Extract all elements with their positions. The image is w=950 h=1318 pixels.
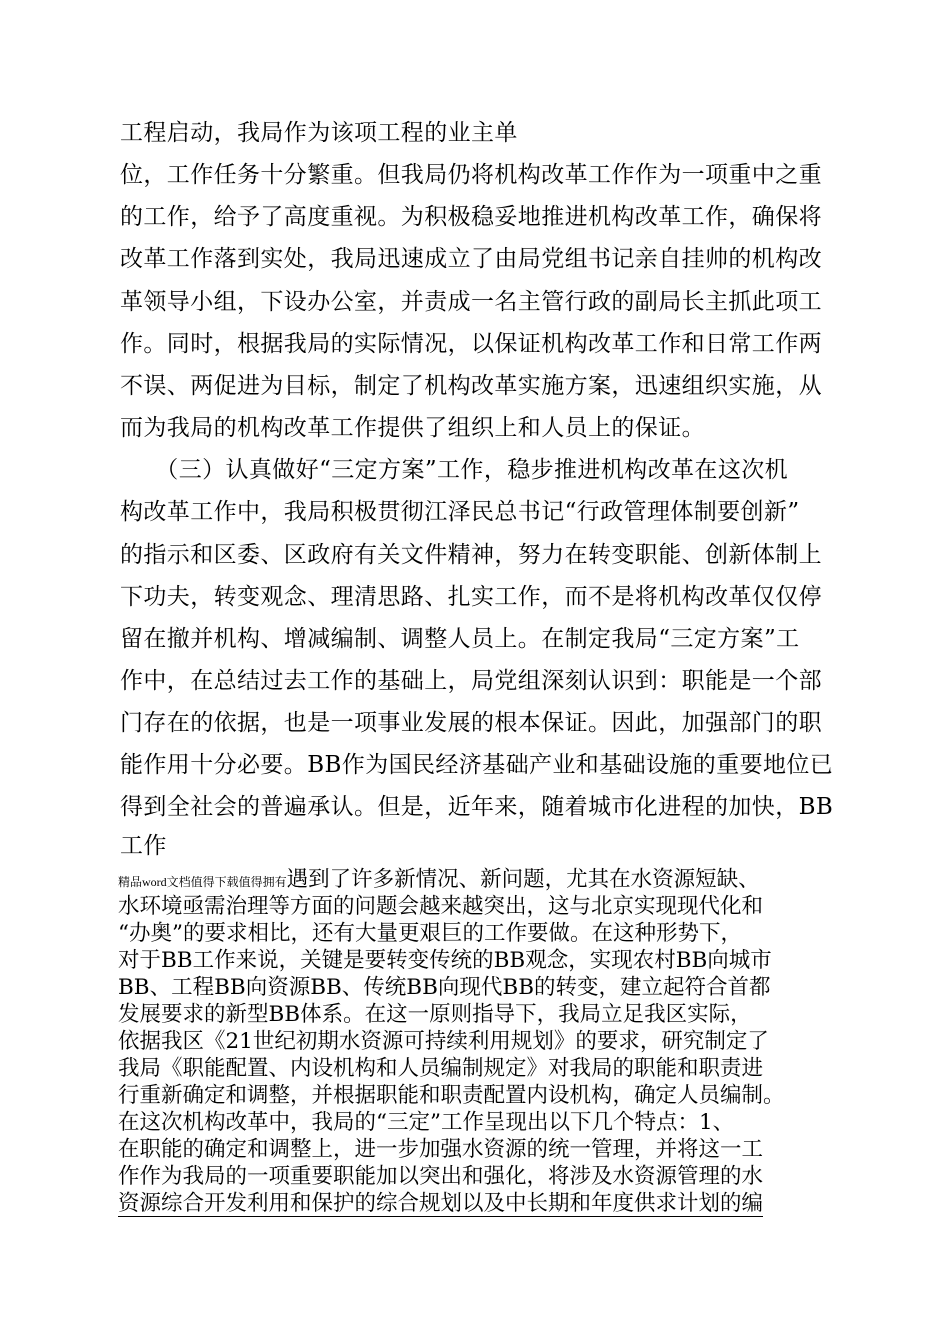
text-line: 的指示和区委、区政府有关文件精神，努力在转变职能、创新体制上 bbox=[120, 542, 822, 568]
underlined-text: 资源综合开发利用和保护的综合规划以及中长期和年度供求计划的编 bbox=[118, 1191, 764, 1216]
text-line: 水环境亟需治理等方面的问题会越来越突出，这与北京实现现代化和 bbox=[118, 894, 764, 919]
text-line: 我局《职能配置、内设机构和人员编制规定》对我局的职能和职责进 bbox=[118, 1056, 764, 1081]
watermark-text: 精品word文档值得下载值得拥有 bbox=[118, 875, 287, 889]
text-line: 工程启动，我局作为该项工程的业主单 bbox=[120, 120, 518, 146]
text-line: 作。同时，根据我局的实际情况，以保证机构改革工作和日常工作两 bbox=[120, 331, 822, 357]
text-line: 行重新确定和调整，并根据职能和职责配置内设机构，确定人员编制。 bbox=[118, 1083, 785, 1108]
text-line: “办奥”的要求相比，还有大量更艰巨的工作要做。在这种形势下， bbox=[118, 921, 742, 946]
text-line: 下功夫，转变观念、理清思路、扎实工作，而不是将机构改革仅仅停 bbox=[120, 584, 822, 610]
text-line: BB、工程BB向资源BB、传统BB向现代BB的转变，建立起符合首都 bbox=[118, 975, 771, 1000]
text-line: 而为我局的机构改革工作提供了组织上和人员上的保证。 bbox=[120, 415, 705, 441]
text-line bbox=[118, 1190, 763, 1217]
text-line: 的工作，给予了高度重视。为积极稳妥地推进机构改革工作，确保将 bbox=[120, 204, 822, 230]
text-line: 得到全社会的普遍承认。但是，近年来，随着城市化进程的加快，BB bbox=[120, 794, 834, 820]
text-line: 作中，在总结过去工作的基础上，局党组深刻认识到：职能是一个部 bbox=[120, 668, 822, 694]
text-line: 革领导小组，下设办公室，并责成一名主管行政的副局长主抓此项工 bbox=[120, 289, 822, 315]
text-line: 发展要求的新型BB体系。在这一原则指导下，我局立足我区实际， bbox=[118, 1002, 752, 1027]
text-line: 位，工作任务十分繁重。但我局仍将机构改革工作作为一项重中之重 bbox=[120, 162, 822, 188]
text-line: 不误、两促进为目标，制定了机构改革实施方案，迅速组织实施，从 bbox=[120, 373, 822, 399]
text-line: 在这次机构改革中，我局的“三定”工作呈现出以下几个特点：1、 bbox=[118, 1110, 735, 1135]
text-line: 对于BB工作来说，关键是要转变传统的BB观念，实现农村BB向城市 bbox=[118, 948, 772, 973]
text-line-content: 遇到了许多新情况、新问题，尤其在水资源短缺、 bbox=[286, 867, 760, 892]
text-line: 依据我区《21世纪初期水资源可持续利用规划》的要求，研究制定了 bbox=[118, 1029, 769, 1054]
text-line bbox=[118, 866, 760, 896]
text-line: 构改革工作中，我局积极贯彻江泽民总书记“行政管理体制要创新” bbox=[120, 499, 800, 525]
text-line: 门存在的依据，也是一项事业发展的根本保证。因此，加强部门的职 bbox=[120, 710, 822, 736]
text-line: 作作为我局的一项重要职能加以突出和强化，将涉及水资源管理的水 bbox=[118, 1164, 764, 1189]
text-line: 在职能的确定和调整上，进一步加强水资源的统一管理，并将这一工 bbox=[118, 1137, 764, 1162]
text-line: 留在撤并机构、增减编制、调整人员上。在制定我局“三定方案”工 bbox=[120, 626, 800, 652]
text-line: 能作用十分必要。BB作为国民经济基础产业和基础设施的重要地位已 bbox=[120, 752, 834, 778]
text-line: 工作 bbox=[120, 833, 167, 859]
text-line: （三）认真做好“三定方案”工作，稳步推进机构改革在这次机 bbox=[120, 457, 789, 483]
text-line: 改革工作落到实处，我局迅速成立了由局党组书记亲自挂帅的机构改 bbox=[120, 246, 822, 272]
